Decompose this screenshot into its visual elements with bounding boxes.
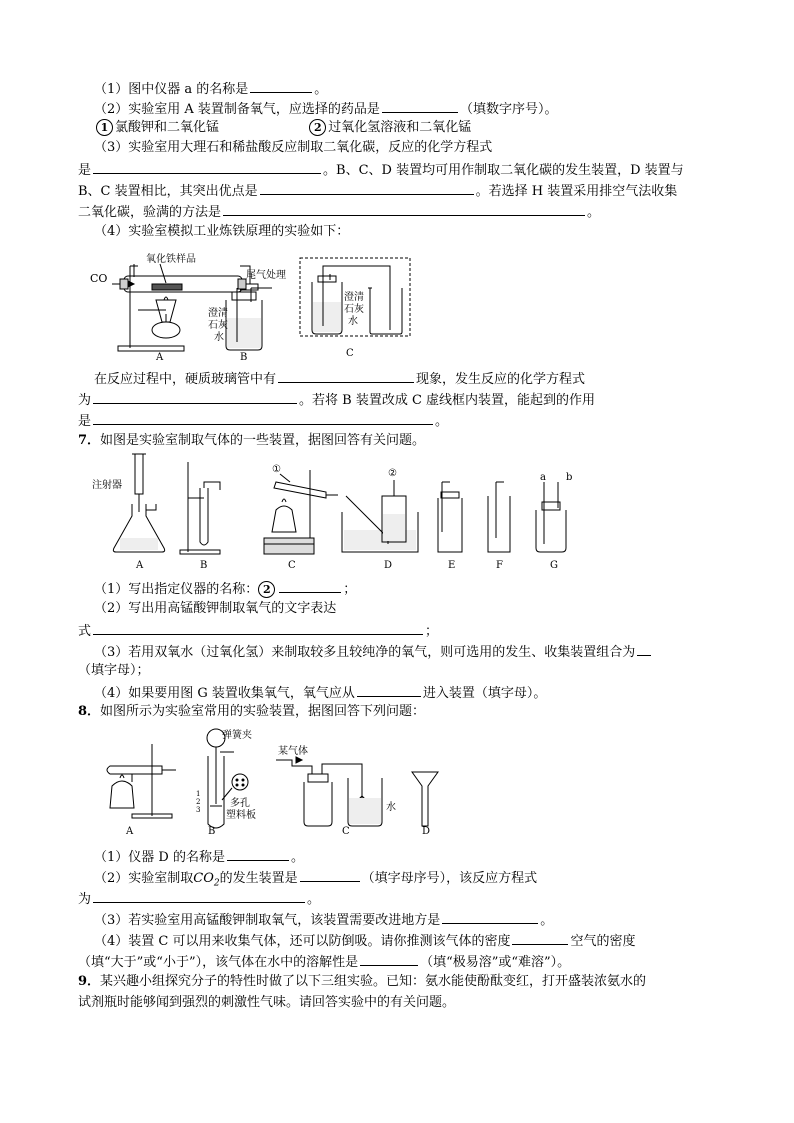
water-label: 水 (386, 802, 396, 813)
spring-clip-label: 弹簧夹 (222, 730, 252, 741)
port-a-label: a (540, 472, 546, 483)
q8-p2-start: （2）实验室制取 (94, 871, 194, 886)
q6-line-5 (78, 180, 677, 202)
answer-blank[interactable] (93, 888, 305, 903)
iron-smelting-figure (90, 246, 420, 362)
q8-p4-end: 空气的密度 (570, 934, 636, 949)
question-number: 8． (78, 704, 101, 719)
fig-label-e: E (448, 560, 456, 571)
q6-p7-start: 是 (78, 414, 92, 429)
fig-label-a: A (126, 826, 134, 837)
q8-line-5 (94, 930, 636, 952)
q6-p1-text: （1）图中仪器 a 的名称是 (94, 82, 249, 97)
co-label: CO (90, 272, 108, 285)
porous-plate-label-1: 多孔 (230, 798, 250, 809)
instrument-2-mark: ② (388, 468, 397, 479)
answer-blank[interactable] (260, 180, 474, 195)
instrument-1-mark: ① (272, 464, 281, 475)
q7-p2b-end: ； (425, 624, 439, 639)
instrument-number: 2 (258, 581, 275, 598)
q8-stem (78, 702, 425, 722)
q6-p3c-start: B、C 装置相比，其突出优点是 (78, 184, 258, 199)
level-1: 1 (196, 790, 201, 798)
answer-blank[interactable] (382, 98, 458, 113)
option-2-text: 过氧化氢溶液和二氧化锰 (328, 120, 472, 135)
q6-line-10 (78, 410, 448, 432)
fig-label-f: F (496, 560, 503, 571)
fig-label-a: A (136, 560, 144, 571)
q6-p2-end: （填数字序号）。 (459, 102, 558, 117)
co2-formula (193, 871, 220, 889)
fig-label-c: C (342, 826, 350, 837)
level-2: 2 (196, 798, 201, 806)
q8-line-1 (94, 846, 304, 868)
q8-line-4 (94, 909, 553, 931)
q7-p4-end: 进入装置（填字母）。 (422, 686, 547, 701)
q8-p5-start: （填“大于”或“小于”），该气体在水中的溶解性是 (78, 955, 359, 970)
q8-line-6 (78, 951, 570, 973)
answer-blank[interactable] (93, 410, 433, 425)
q9-stem-line-1 (78, 972, 646, 992)
q9-stem-line-2: 试剂瓶时能够闻到强烈的刺激性气味。请回答实验中的有关问题。 (78, 995, 456, 1010)
fig-label-g: G (550, 560, 558, 571)
q7-line-5: （填字母）； (78, 663, 150, 678)
answer-blank[interactable] (637, 641, 651, 656)
q6-p2-text: （2）实验室用 A 装置制备氧气，应选择的药品是 (94, 102, 380, 117)
q6-line-1 (94, 78, 327, 100)
answer-blank[interactable] (250, 78, 312, 93)
fig-label-a: A (156, 352, 164, 362)
q7-p4-start: （4）如果要用图 G 装置收集氧气，氧气应从 (94, 686, 355, 701)
lime-water-label-c1: 澄清 (344, 292, 364, 303)
option-1-number: 1 (96, 119, 113, 136)
q9-stem-text-1: 某兴趣小组探究分子的特性时做了以下三组实验。已知：氨水能使酚酞变红，打开盛装浓氨水的 (100, 974, 647, 989)
q8-p4-start: （4）装置 C 可以用来收集气体，还可以防倒吸。请你推测该气体的密度 (94, 934, 511, 949)
q6-p7-end: 。 (435, 414, 449, 429)
fig-label-d: D (384, 560, 393, 571)
answer-blank[interactable] (227, 846, 289, 861)
q7-p1-end: ； (343, 582, 357, 597)
co2-base: CO (193, 871, 214, 886)
lime-water-label-b2: 石灰 (208, 320, 228, 331)
q8-stem-text: 如图所示为实验室常用的实验装置，据图回答下列问题： (100, 704, 426, 719)
q6-line-7: （4）实验室模拟工业炼铁原理的实验如下： (94, 224, 350, 239)
q6-line-3: （3）实验室用大理石和稀盐酸反应制取二氧化碳，反应的化学方程式 (94, 140, 493, 155)
option-1-text: 氯酸钾和二氧化锰 (115, 120, 220, 135)
q6-p3b-end: 。B、C、D 装置均可用作制取二氧化碳的发生装置，D 装置与 (323, 163, 684, 178)
q7-p1-start: （1）写出指定仪器的名称： (94, 582, 259, 597)
answer-blank[interactable] (93, 159, 321, 174)
level-3: 3 (196, 806, 201, 814)
q6-p3c-end: 。若选择 H 装置采用排空气法收集 (475, 184, 678, 199)
fig-label-b: B (208, 826, 216, 837)
syringe-label: 注射器 (92, 480, 122, 491)
q8-p2-end: （填字母序号），该反应方程式 (361, 871, 538, 886)
question-number: 7． (78, 433, 101, 448)
q8-line-3 (78, 888, 320, 910)
q6-line-2 (94, 98, 557, 120)
q6-line-6 (78, 201, 600, 223)
lime-water-label-c2: 石灰 (344, 304, 364, 315)
q8-p2b-end: 。 (307, 892, 321, 907)
answer-blank[interactable] (360, 951, 418, 966)
q6-p6-start: 为 (78, 393, 92, 408)
fig-label-b: B (200, 560, 208, 571)
q7-line-2: （2）写出用高锰酸钾制取氧气的文字表达 (94, 601, 337, 616)
answer-blank[interactable] (300, 867, 360, 882)
answer-blank[interactable] (278, 368, 414, 383)
q8-p1-start: （1）仪器 D 的名称是 (94, 850, 225, 865)
answer-blank[interactable] (357, 682, 421, 697)
answer-blank[interactable] (279, 578, 341, 593)
fig-label-c: C (346, 348, 354, 359)
gas-apparatus-figure (92, 452, 592, 574)
answer-blank[interactable] (442, 909, 538, 924)
answer-blank[interactable] (93, 389, 297, 404)
q6-p3d-start: 二氧化碳，验满的方法是 (78, 205, 222, 220)
q7-line-1 (94, 578, 356, 600)
q6-p5-start: 在反应过程中，硬质玻璃管中有 (94, 372, 277, 387)
q6-line-8 (94, 368, 585, 390)
q6-p3b-start: 是 (78, 163, 92, 178)
lime-water-label-b3: 水 (214, 332, 224, 343)
lime-water-label-c3: 水 (348, 316, 358, 327)
q7-line-4 (94, 641, 653, 663)
co2-subscript: 2 (213, 878, 220, 889)
q7-line-3 (78, 620, 438, 642)
answer-blank[interactable] (93, 620, 423, 635)
question-number: 9． (78, 974, 101, 989)
tail-gas-label: 尾气处理 (246, 270, 286, 281)
answer-blank[interactable] (512, 930, 568, 945)
q6-p1-end: 。 (314, 82, 328, 97)
q6-p5-end: 现象，发生反应的化学方程式 (416, 372, 586, 387)
q6-line-9 (78, 389, 595, 411)
q8-p3-end: 。 (540, 913, 554, 928)
q7-line-6 (94, 682, 546, 704)
porous-plate-label-2: 塑料板 (226, 810, 256, 821)
option-2-number: 2 (309, 119, 326, 136)
port-b-label: b (566, 472, 573, 483)
q7-p2b-start: 式 (78, 624, 92, 639)
fig-label-d: D (422, 826, 431, 837)
q8-p1-end: 。 (290, 850, 304, 865)
some-gas-label: 某气体 (278, 746, 308, 757)
q8-p5-end: （填“极易溶”或“难溶”）。 (420, 955, 571, 970)
q6-p3d-end: 。 (587, 205, 601, 220)
answer-blank[interactable] (223, 201, 585, 216)
q8-p2b-start: 为 (78, 892, 92, 907)
q6-options (96, 118, 471, 138)
lab-apparatus-figure (92, 726, 452, 838)
lime-water-label-b1: 澄清 (208, 308, 228, 319)
q7-stem (78, 431, 425, 451)
q7-stem-text: 如图是实验室制取气体的一些装置，据图回答有关问题。 (100, 433, 426, 448)
q6-p6-end: 。若将 B 装置改成 C 虚线框内装置，能起到的作用 (299, 393, 596, 408)
q8-p3-start: （3）若实验室用高锰酸钾制取氧气，该装置需要改进地方是 (94, 913, 441, 928)
fig-label-c: C (288, 560, 296, 571)
q6-line-4 (78, 159, 684, 181)
sample-label: 氧化铁样品 (146, 254, 196, 265)
fig-label-b: B (240, 352, 248, 362)
q7-p3a-text: （3）若用双氧水（过氧化氢）来制取较多且较纯净的氧气，则可选用的发生、收集装置组合为 (94, 645, 636, 660)
q8-p2-mid: 的发生装置是 (219, 871, 298, 886)
